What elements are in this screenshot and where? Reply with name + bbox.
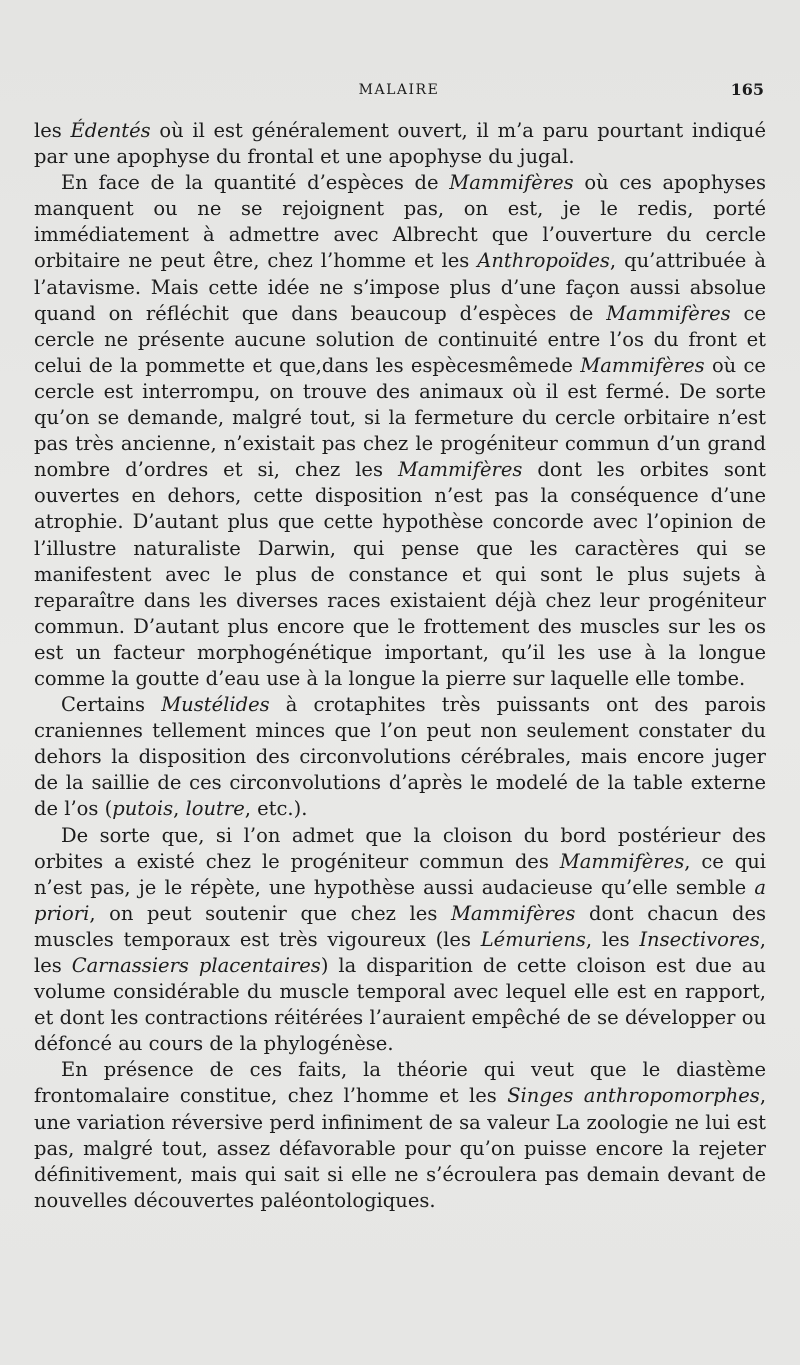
paragraph [34, 118, 766, 170]
text-run: En face de la quantité d’espèces de [61, 171, 450, 195]
running-head [34, 78, 764, 104]
italic-term: Singes anthropomorphes [507, 1084, 760, 1108]
text-run: Certains [61, 693, 162, 717]
italic-term: Édentés [70, 119, 151, 142]
text-run: dont chacun des muscles temporaux est très vigoureux (les [34, 901, 766, 951]
text-run: , [173, 797, 186, 821]
italic-term: Mammifères [449, 171, 574, 195]
text-run: à crotaphites très puissants ont des parois craniennes tellement minces que l’on peut non seulement constater du dehors la disposition des circonvolutions cérébrales, mais encore juger de la saillie de ces circonvolutions d’après le modelé de la table externe de l’os ( [34, 693, 766, 821]
paragraph [34, 692, 766, 822]
italic-term: a priori [34, 875, 766, 925]
text-run: où ces apophyses manquent ou ne se rejoignent pas, on est, je le redis, porté immédiatement à admettre avec Albrecht que l’ouverture du cercle orbitaire ne peut être, chez l’homme et les [34, 171, 766, 273]
text-run: ce cercle ne présente aucune solution de continuité entre l’os du front et celui de la pommette et que,dans les espècesmêmede [34, 301, 766, 377]
italic-term: Mammifères [397, 458, 523, 482]
body-text [34, 118, 766, 1214]
text-run: , une variation réversive perd infiniment de sa valeur La zoologie ne lui est pas, malgré tout, assez défavorable pour qu’on puisse encore la rejeter définitivement, mais qui sait si elle ne s’écroulera pas demain devant de nouvelles découvertes paléontologiques. [34, 1084, 767, 1212]
text-run: , ce qui n’est pas, je le répète, une hypothèse aussi audacieuse qu’elle semble [34, 849, 766, 899]
running-title: MALAIRE [358, 82, 440, 98]
paragraph [34, 170, 766, 692]
text-run: , on peut soutenir que chez les [89, 901, 451, 925]
italic-term: Mustélides [161, 693, 270, 717]
italic-term: loutre [185, 797, 245, 821]
italic-term: Anthropoïdes [477, 249, 610, 273]
text-run: , qu’attribuée à l’atavisme. Mais cette idée ne s’impose plus d’une façon aussi absolue quand on réfléchit que dans beaucoup d’espèces de [34, 249, 766, 325]
text-run: , les [585, 927, 640, 951]
text-run: où ce cercle est interrompu, on trouve des animaux où il est fermé. De sorte qu’on se demande, malgré tout, si la fermeture du cercle orbitaire n’est pas très ancienne, n’existait pas chez le progéniteur commun d’un grand nombre d’ordres et si, chez les [34, 353, 766, 482]
paragraph [34, 1057, 766, 1214]
text-run: , etc.). [244, 797, 308, 821]
text-run: où il est généralement ouvert, il m’a paru pourtant indiqué par une apophyse du frontal et une apophyse du jugal. [34, 119, 766, 169]
italic-term: Mammifères [450, 901, 576, 925]
italic-term: Carnassiers placentaires [71, 954, 321, 977]
paragraph [34, 823, 766, 1058]
text-run: dont les orbites sont ouvertes en dehors, cette disposition n’est pas la conséquence d’une atrophie. D’autant plus que cette hypothèse concorde avec l’opinion de l’illustre naturaliste Darwin, qui pense que les caractères qui se manifestent avec le plus de constance et qui sont le plus sujets à reparaître dans les diverses races existaient déjà chez leur progéniteur commun. D’autant plus encore que le frottement des muscles sur les os est un facteur morphogénétique important, qu’il les use à la longue comme la goutte d’eau use à la longue la pierre sur laquelle elle tombe. [34, 458, 766, 690]
text-run: De sorte que, si l’on admet que la cloison du bord postérieur des orbites a existé chez le progéniteur commun des [34, 823, 766, 873]
text-run: , les [34, 927, 766, 977]
italic-term: Mammifères [606, 301, 731, 325]
text-run: ) la disparition de cette cloison est due au volume considérable du muscle temporal avec lequel elle est en rapport, et dont les contractions réitérées l’auraient empêché de se développer ou défoncé au cours de la phylogénèse. [34, 954, 766, 1056]
italic-term: Lémuriens [480, 927, 586, 951]
italic-term: Mammifères [580, 353, 705, 377]
italic-term: putois [112, 797, 174, 821]
italic-term: Mammifères [559, 849, 685, 873]
text-run: En présence de ces faits, la théorie qui veut que le diastème frontomalaire constitue, chez l’homme et les [34, 1058, 766, 1108]
italic-term: Insectivores [639, 927, 760, 951]
text-run: les [34, 119, 71, 142]
page-number: 165 [730, 80, 764, 99]
